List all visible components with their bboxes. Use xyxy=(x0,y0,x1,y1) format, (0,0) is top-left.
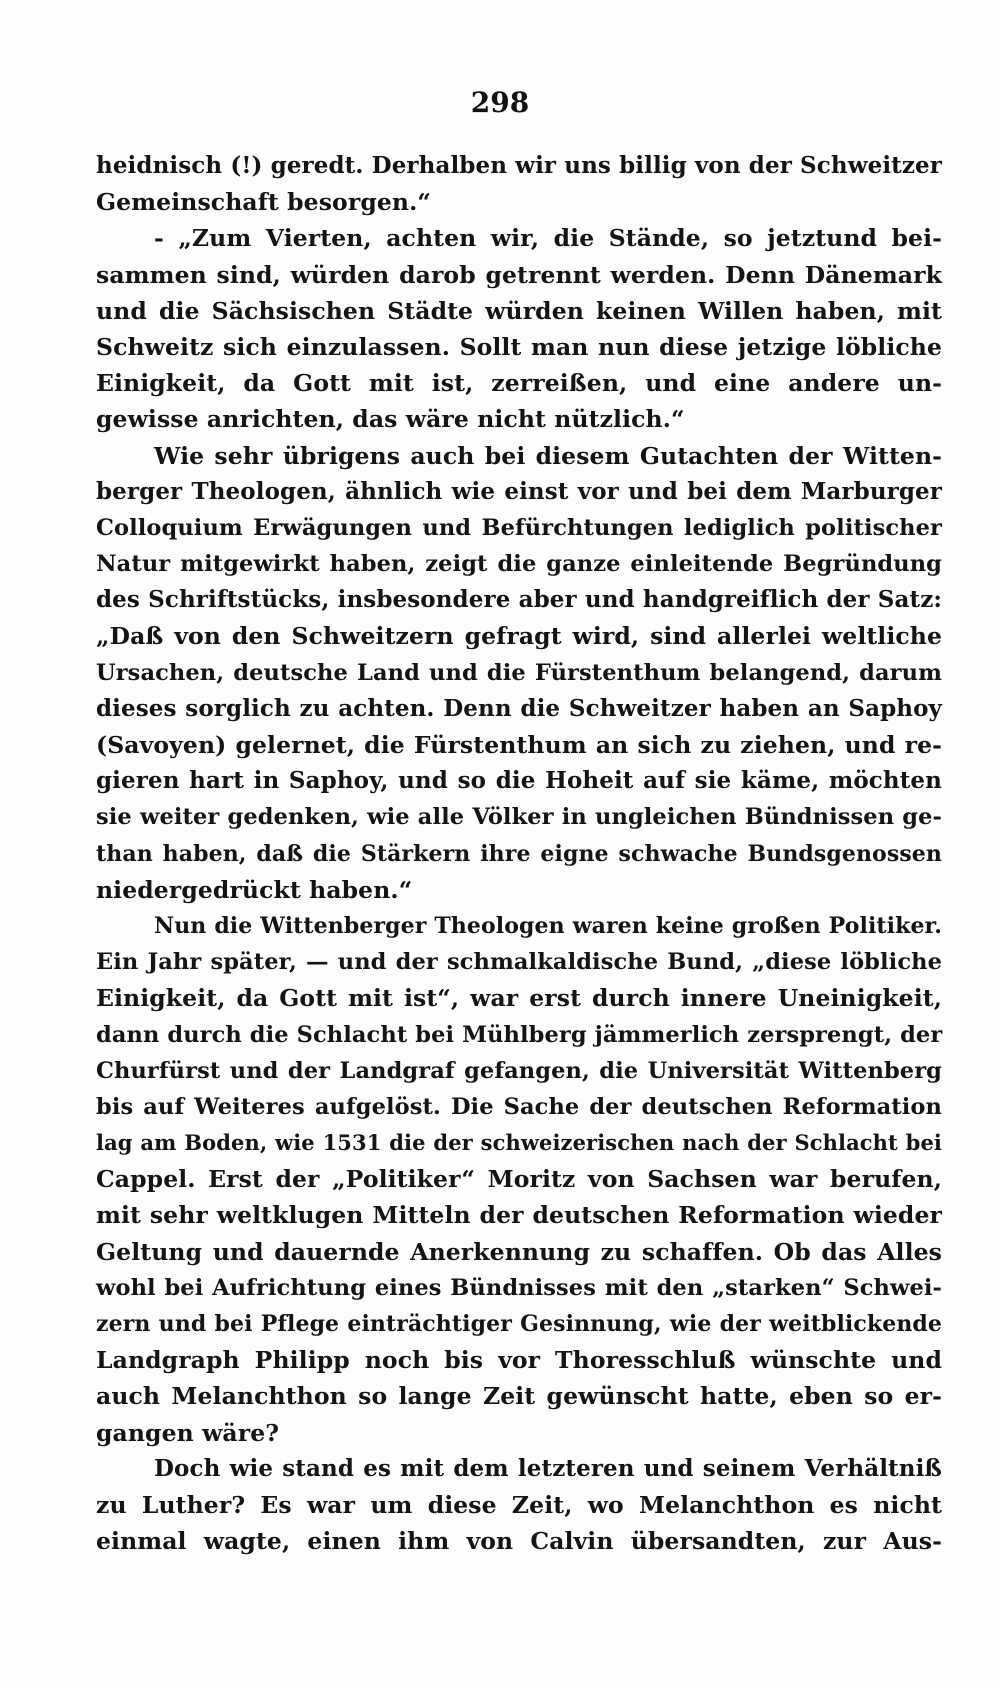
text-line: niedergedrückt haben.“ xyxy=(96,875,413,904)
text-line: heidnisch (!) geredt. Derhalben wir uns billig von der Schweitzer xyxy=(96,152,942,179)
text-line: Ein Jahr später, — und der schmalkaldische Bund, „diese löbliche xyxy=(96,949,942,976)
page-number: 298 xyxy=(470,86,530,119)
text-line: Colloquium Erwägungen und Befürchtungen lediglich politischer xyxy=(96,514,942,541)
text-line: mit sehr weltklugen Mitteln der deutschen Reformation wieder xyxy=(96,1201,942,1230)
text-line: gieren hart in Saphoy, und so die Hoheit auf sie käme, möchten xyxy=(96,767,942,795)
text-line: Churfürst und der Landgraf gefangen, die Universität Wittenberg xyxy=(96,1057,942,1084)
text-line: Wie sehr übrigens auch bei diesem Gutachten der Witten- xyxy=(154,441,942,470)
text-line: zern und bei Pflege einträchtiger Gesinnung, wie der weitblickende xyxy=(96,1311,942,1337)
text-line: des Schriftstücks, insbesondere aber und handgreiflich der Satz: xyxy=(96,586,942,614)
text-line: Gemeinschaft besorgen.“ xyxy=(96,188,431,217)
text-line: - „Zum Vierten, achten wir, die Stände, so jetztund bei- xyxy=(154,224,942,253)
text-line: than haben, daß die Stärkern ihre eigne schwache Bundsgenossen xyxy=(96,840,942,867)
text-line: Doch wie stand es mit dem letzteren und seinem Verhältniß xyxy=(154,1454,942,1482)
text-line: Nun die Wittenberger Theologen waren keine großen Politiker. xyxy=(154,912,942,939)
text-line: zu Luther? Es war um diese Zeit, wo Melanchthon es nicht xyxy=(96,1490,942,1519)
text-line: (Savoyen) gelernet, die Fürstenthum an sich zu ziehen, und re- xyxy=(96,731,942,759)
text-line: sie weiter gedenken, wie alle Völker in ungleichen Bündnissen ge- xyxy=(96,804,942,831)
text-line: Cappel. Erst der „Politiker“ Moritz von Sachsen war berufen, xyxy=(96,1165,942,1194)
text-line: gewisse anrichten, das wäre nicht nützlich.“ xyxy=(96,405,685,434)
text-line: Einigkeit, da Gott mit ist, zerreißen, und eine andere un- xyxy=(96,369,942,398)
text-line: berger Theologen, ähnlich wie einst vor und bei dem Marburger xyxy=(96,477,942,505)
text-line: dieses sorglich zu achten. Denn die Schweitzer haben an Saphoy xyxy=(96,694,942,722)
text-line: wohl bei Aufrichtung eines Bündnisses mit den „starken“ Schwei- xyxy=(96,1274,942,1301)
text-line: Ursachen, deutsche Land und die Fürstenthum belangend, darum xyxy=(96,659,942,686)
body-text xyxy=(96,148,942,1559)
text-line: „Daß von den Schweitzern gefragt wird, sind allerlei weltliche xyxy=(96,622,942,651)
text-line: Geltung und dauernde Anerkennung zu schaffen. Ob das Alles xyxy=(96,1237,942,1266)
text-line: bis auf Weiteres aufgelöst. Die Sache der deutschen Reformation xyxy=(96,1093,942,1120)
text-line: Natur mitgewirkt haben, zeigt die ganze einleitende Begründung xyxy=(96,551,942,578)
text-line: Einigkeit, da Gott mit ist“, war erst durch innere Uneinigkeit, xyxy=(96,984,942,1013)
text-line: einmal wagte, einen ihm von Calvin übersandten, zur Aus- xyxy=(96,1527,942,1556)
text-line: Schweitz sich einzulassen. Sollt man nun diese jetzige löbliche xyxy=(96,332,942,361)
text-line: dann durch die Schlacht bei Mühlberg jämmerlich zersprengt, der xyxy=(96,1021,943,1048)
text-line: und die Sächsischen Städte würden keinen Willen haben, mit xyxy=(96,296,942,325)
text-line: auch Melanchthon so lange Zeit gewünscht hatte, eben so er- xyxy=(96,1382,942,1411)
text-line: lag am Boden, wie 1531 die der schweizerischen nach der Schlacht bei xyxy=(96,1130,942,1156)
text-line: sammen sind, würden darob getrennt werden. Denn Dänemark xyxy=(96,260,942,289)
text-line: gangen wäre? xyxy=(96,1418,280,1447)
text-line: Landgraph Philipp noch bis vor Thoresschluß wünschte und xyxy=(96,1346,942,1375)
